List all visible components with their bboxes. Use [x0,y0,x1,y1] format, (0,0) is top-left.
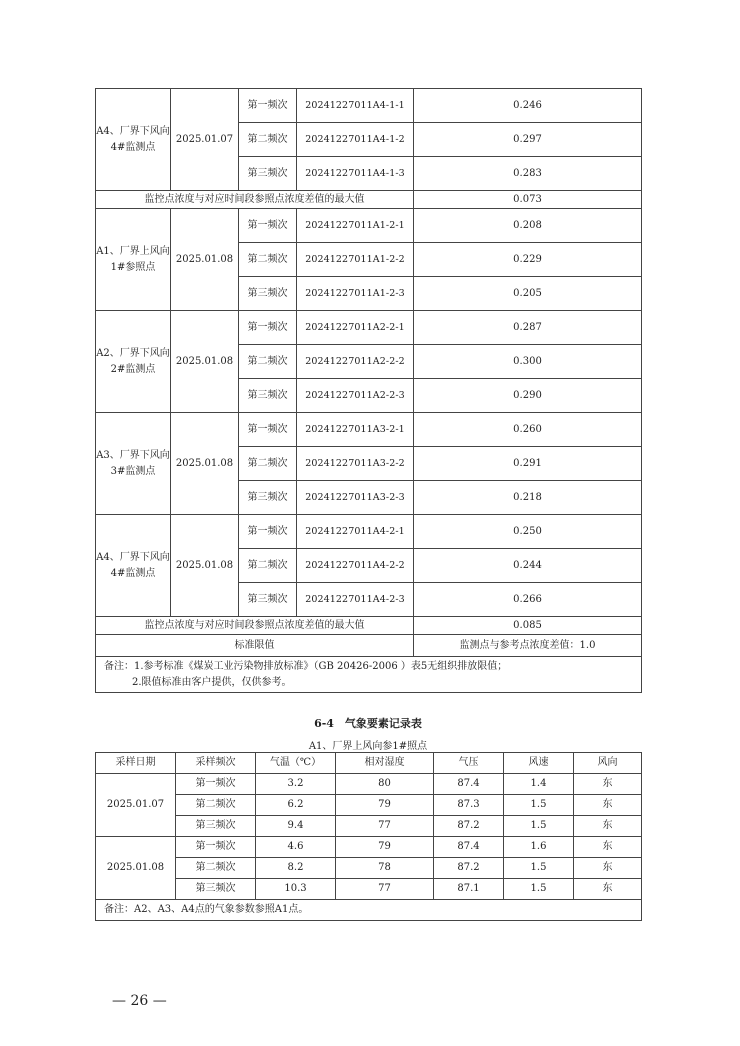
frequency-cell: 第二频次 [239,345,297,379]
monitoring-point-cell: A4、厂界下风向4#监测点 [96,515,171,617]
weather-date-cell: 2025.01.08 [96,837,176,900]
monitoring-point-cell: A1、厂界上风向1#参照点 [96,209,171,311]
weather-row [96,837,642,858]
frequency-cell: 第二频次 [239,447,297,481]
frequency-cell: 第一频次 [239,209,297,243]
sample-code-cell: 20241227011A3-2-2 [297,447,414,481]
concentration-cell: 0.266 [414,583,642,617]
weather-cell: 东 [574,774,642,795]
weather-cell: 第一频次 [176,837,256,858]
frequency-cell: 第三频次 [239,379,297,413]
sample-date-cell: 2025.01.07 [171,89,239,191]
concentration-cell: 0.300 [414,345,642,379]
weather-header-row [96,753,642,774]
column-header: 风向 [574,753,642,774]
sample-code-cell: 20241227011A4-1-1 [297,89,414,123]
max-diff-value: 0.073 [414,191,642,209]
concentration-cell: 0.291 [414,447,642,481]
weather-cell: 3.2 [256,774,336,795]
weather-date-cell: 2025.01.07 [96,774,176,837]
weather-cell: 东 [574,837,642,858]
section-subtitle: A1、厂界上风向参1#照点 [308,741,428,752]
concentration-cell: 0.208 [414,209,642,243]
sample-code-cell: 20241227011A1-2-2 [297,243,414,277]
max-diff-label: 监控点浓度与对应时间段参照点浓度差值的最大值 [96,617,414,635]
frequency-cell: 第一频次 [239,515,297,549]
max-diff-row [96,617,642,635]
frequency-cell: 第三频次 [239,277,297,311]
weather-cell: 78 [336,858,434,879]
weather-cell: 第三频次 [176,816,256,837]
sample-code-cell: 20241227011A4-2-1 [297,515,414,549]
concentration-cell: 0.287 [414,311,642,345]
sample-code-cell: 20241227011A1-2-1 [297,209,414,243]
weather-cell: 第二频次 [176,795,256,816]
note-row [96,657,642,693]
sample-code-cell: 20241227011A2-2-3 [297,379,414,413]
sample-code-cell: 20241227011A4-1-2 [297,123,414,157]
weather-cell: 1.5 [504,879,574,900]
sample-code-cell: 20241227011A1-2-3 [297,277,414,311]
weather-cell: 87.1 [434,879,504,900]
concentration-cell: 0.290 [414,379,642,413]
weather-cell: 东 [574,879,642,900]
sample-date-cell: 2025.01.08 [171,413,239,515]
column-header: 气温（℃） [256,753,336,774]
concentration-cell: 0.218 [414,481,642,515]
sample-date-cell: 2025.01.08 [171,515,239,617]
weather-note-row [96,900,642,921]
weather-cell: 1.6 [504,837,574,858]
concentration-cell: 0.205 [414,277,642,311]
weather-row [96,774,642,795]
table-row [96,515,642,549]
weather-cell: 第三频次 [176,879,256,900]
weather-cell: 77 [336,816,434,837]
monitoring-point-cell: A4、厂界下风向4#监测点 [96,89,171,191]
frequency-cell: 第一频次 [239,413,297,447]
sample-code-cell: 20241227011A2-2-1 [297,311,414,345]
page-number: — 26 — [112,993,167,1009]
column-header: 气压 [434,753,504,774]
weather-cell: 10.3 [256,879,336,900]
frequency-cell: 第三频次 [239,157,297,191]
note-line-2: 2.限值标准由客户提供，仅供参考。 [132,676,292,688]
column-header: 相对湿度 [336,753,434,774]
weather-note: 备注：A2、A3、A4点的气象参数参照A1点。 [96,900,642,921]
sample-code-cell: 20241227011A4-1-3 [297,157,414,191]
frequency-cell: 第二频次 [239,549,297,583]
weather-cell: 87.4 [434,774,504,795]
weather-row [96,816,642,837]
table-row [96,89,642,123]
column-header: 风速 [504,753,574,774]
sample-code-cell: 20241227011A3-2-1 [297,413,414,447]
sample-code-cell: 20241227011A2-2-2 [297,345,414,379]
weather-cell: 79 [336,795,434,816]
frequency-cell: 第二频次 [239,243,297,277]
concentration-cell: 0.250 [414,515,642,549]
weather-cell: 1.5 [504,816,574,837]
weather-row [96,795,642,816]
limit-label: 标准限值 [96,635,414,657]
concentration-cell: 0.283 [414,157,642,191]
note-cell [96,657,642,693]
weather-cell: 77 [336,879,434,900]
weather-cell: 第一频次 [176,774,256,795]
weather-cell: 80 [336,774,434,795]
sample-date-cell: 2025.01.08 [171,209,239,311]
frequency-cell: 第一频次 [239,311,297,345]
weather-cell: 1.5 [504,795,574,816]
weather-cell: 87.3 [434,795,504,816]
limit-value: 监测点与参考点浓度差值：1.0 [414,635,642,657]
frequency-cell: 第三频次 [239,583,297,617]
weather-cell: 东 [574,816,642,837]
section-title: 6-4 气象要素记录表 [314,717,422,730]
table-row [96,311,642,345]
column-header: 采样日期 [96,753,176,774]
limit-row [96,635,642,657]
monitoring-point-cell: A3、厂界下风向3#监测点 [96,413,171,515]
weather-cell: 1.5 [504,858,574,879]
weather-record-table [95,752,642,921]
monitoring-results-table [95,88,642,693]
max-diff-row [96,191,642,209]
table-row [96,413,642,447]
weather-cell: 第二频次 [176,858,256,879]
sample-code-cell: 20241227011A3-2-3 [297,481,414,515]
weather-cell: 87.2 [434,816,504,837]
weather-cell: 6.2 [256,795,336,816]
concentration-cell: 0.297 [414,123,642,157]
weather-row [96,858,642,879]
max-diff-label: 监控点浓度与对应时间段参照点浓度差值的最大值 [96,191,414,209]
monitoring-point-cell: A2、厂界下风向2#监测点 [96,311,171,413]
concentration-cell: 0.246 [414,89,642,123]
weather-cell: 1.4 [504,774,574,795]
sample-code-cell: 20241227011A4-2-3 [297,583,414,617]
weather-cell: 东 [574,795,642,816]
weather-cell: 4.6 [256,837,336,858]
table-row [96,209,642,243]
sample-code-cell: 20241227011A4-2-2 [297,549,414,583]
weather-cell: 87.4 [434,837,504,858]
frequency-cell: 第三频次 [239,481,297,515]
concentration-cell: 0.229 [414,243,642,277]
concentration-cell: 0.260 [414,413,642,447]
note-line-1: 备注：1.参考标准《煤炭工业污染物排放标准》（GB 20426-2006 ）表5无组织排放限值； [104,660,508,672]
weather-row [96,879,642,900]
max-diff-value: 0.085 [414,617,642,635]
weather-cell: 87.2 [434,858,504,879]
frequency-cell: 第一频次 [239,89,297,123]
column-header: 采样频次 [176,753,256,774]
sample-date-cell: 2025.01.08 [171,311,239,413]
frequency-cell: 第二频次 [239,123,297,157]
weather-cell: 79 [336,837,434,858]
weather-cell: 8.2 [256,858,336,879]
weather-cell: 东 [574,858,642,879]
weather-cell: 9.4 [256,816,336,837]
concentration-cell: 0.244 [414,549,642,583]
